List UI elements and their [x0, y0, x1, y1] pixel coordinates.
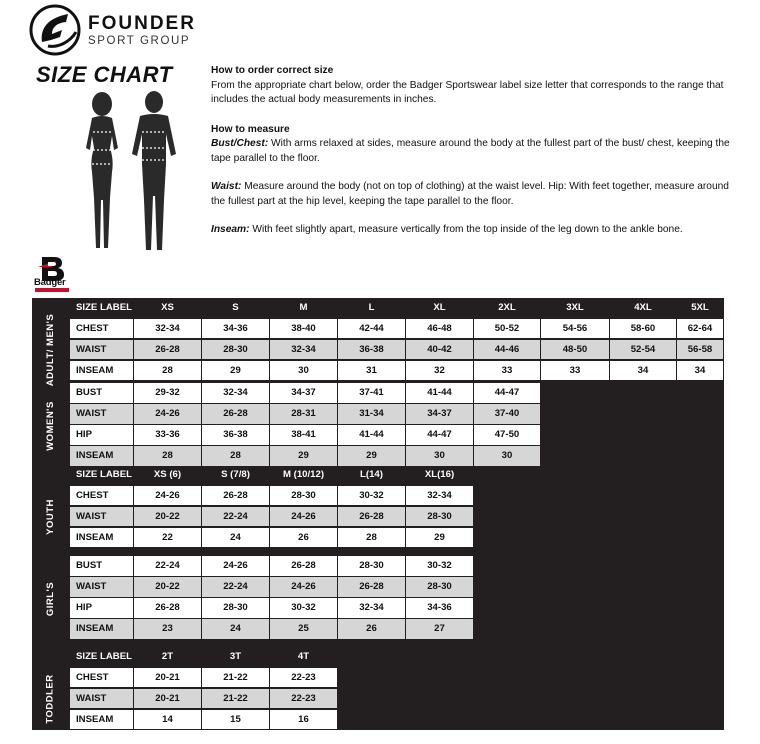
- table-cell: 26-28: [134, 598, 201, 618]
- table-cell: 28-31: [270, 404, 337, 424]
- header-size: 2XL: [498, 302, 516, 314]
- table-cell: 58-60: [610, 319, 676, 339]
- table-cell: 26-28: [202, 404, 269, 424]
- table-cell: 32-34: [202, 383, 269, 403]
- table-cell: 32-34: [134, 319, 201, 339]
- section-label-text: GIRL'S: [44, 581, 56, 617]
- table-cell: 32-34: [338, 598, 405, 618]
- size-chart-table: [32, 298, 724, 730]
- row-label: CHEST: [70, 668, 133, 688]
- section-label-text: WOMEN'S: [45, 401, 56, 451]
- row-label: INSEAM: [70, 446, 133, 466]
- section-label-youth: [33, 485, 69, 550]
- row-label: WAIST: [70, 404, 133, 424]
- bust-instruction: [211, 137, 741, 166]
- table-cell: 14: [134, 710, 201, 730]
- section-label-text: TODDLER: [45, 674, 56, 724]
- waist-instruction: [211, 180, 741, 209]
- body-figures-icon: [74, 88, 184, 260]
- instructions: [211, 64, 741, 238]
- table-cell: 32-34: [406, 486, 473, 506]
- table-cell: 40-42: [406, 340, 473, 360]
- row-label: HIP: [70, 598, 133, 618]
- table-cell: 50-52: [474, 319, 540, 339]
- page-title: SIZE CHART: [36, 62, 173, 87]
- table-cell: 28-30: [270, 486, 337, 506]
- table-cell: 28-30: [338, 556, 405, 576]
- table-cell: 24-26: [270, 577, 337, 597]
- table-cell: 28: [202, 446, 269, 466]
- table-cell: 30: [406, 446, 473, 466]
- table-cell: 29: [202, 361, 269, 381]
- row-label: WAIST: [70, 689, 133, 709]
- bust-text: With arms relaxed at sides, measure around the body at the fullest part of the bust/ chest, keeping the tape parallel to the floor.: [211, 138, 730, 164]
- table-cell: 26: [270, 528, 337, 548]
- table-cell: 37-40: [474, 404, 540, 424]
- table-cell: 41-44: [338, 425, 405, 445]
- table-cell: 20-22: [134, 577, 201, 597]
- table-cell: 38-41: [270, 425, 337, 445]
- table-cell: 34: [677, 361, 723, 381]
- table-cell: 30-32: [270, 598, 337, 618]
- table-cell: 24-26: [270, 507, 337, 527]
- table-cell: 20-21: [134, 668, 201, 688]
- section-label-text: YOUTH: [45, 498, 56, 535]
- founder-logo: [28, 4, 228, 56]
- table-cell: 26-28: [338, 507, 405, 527]
- header-size: XS (6): [153, 469, 182, 481]
- table-cell: 22-24: [202, 507, 269, 527]
- table-cell: 33-36: [134, 425, 201, 445]
- table-cell: 34-37: [270, 383, 337, 403]
- table-cell: 33: [541, 361, 609, 381]
- table-cell: 21-22: [202, 689, 269, 709]
- table-cell: 31: [338, 361, 405, 381]
- table-cell: 48-50: [541, 340, 609, 360]
- table-cell: 22-24: [134, 556, 201, 576]
- table-cell: 44-47: [406, 425, 473, 445]
- table-cell: 28-30: [406, 507, 473, 527]
- table-cell: 34-36: [406, 598, 473, 618]
- header-size: 2T: [161, 651, 174, 663]
- founder-logo-icon: [28, 4, 84, 56]
- table-cell: 42-44: [338, 319, 405, 339]
- table-cell: 47-50: [474, 425, 540, 445]
- row-label: WAIST: [70, 507, 133, 527]
- table-cell: 24: [202, 528, 269, 548]
- header-size: S (7/8): [221, 469, 250, 481]
- table-cell: 33: [474, 361, 540, 381]
- table-cell: 22-24: [202, 577, 269, 597]
- header-size: XL(16): [424, 469, 455, 481]
- table-cell: 38-40: [270, 319, 337, 339]
- table-cell: 20-22: [134, 507, 201, 527]
- header-size: 3XL: [566, 302, 584, 314]
- section-label-adult-mens: [33, 313, 69, 386]
- header-size-label: SIZE LABEL: [76, 302, 132, 314]
- table-cell: 28-30: [202, 598, 269, 618]
- header-size: M: [299, 302, 308, 314]
- row-label: INSEAM: [70, 710, 133, 730]
- row-label: INSEAM: [70, 528, 133, 548]
- table-cell: 26-28: [338, 577, 405, 597]
- table-cell: 28: [134, 446, 201, 466]
- badger-brand-name: Badger: [34, 277, 66, 288]
- table-cell: 20-21: [134, 689, 201, 709]
- table-cell: 46-48: [406, 319, 473, 339]
- table-cell: 21-22: [202, 668, 269, 688]
- table-cell: 15: [202, 710, 269, 730]
- table-cell: 62-64: [677, 319, 723, 339]
- table-cell: 34: [610, 361, 676, 381]
- table-cell: 24-26: [202, 556, 269, 576]
- table-cell: 24-26: [134, 404, 201, 424]
- header-size: M (10/12): [282, 469, 325, 481]
- header-size-label: SIZE LABEL: [76, 469, 132, 481]
- row-label: CHEST: [70, 319, 133, 339]
- waist-text: Measure around the body (not on top of clothing) at the waist level. Hip: With feet together, measure around the fullest part at the hip level, keeping the tape parallel to the floor.: [211, 181, 729, 207]
- table-cell: 27: [406, 619, 473, 639]
- table-cell: 37-41: [338, 383, 405, 403]
- table-cell: 31-34: [338, 404, 405, 424]
- order-heading: How to order correct size: [211, 65, 334, 76]
- table-cell: 26-28: [270, 556, 337, 576]
- brand-name: FOUNDER: [88, 13, 196, 34]
- header-size: L(14): [360, 469, 383, 481]
- table-cell: 44-47: [474, 383, 540, 403]
- header-size: XL: [433, 302, 446, 314]
- table-cell: 30: [270, 361, 337, 381]
- table-cell: 44-46: [474, 340, 540, 360]
- inseam-instruction: [211, 223, 741, 238]
- table-cell: 25: [270, 619, 337, 639]
- header-size: L: [368, 302, 375, 314]
- table-cell: 28: [134, 361, 201, 381]
- table-cell: 54-56: [541, 319, 609, 339]
- table-cell: 29: [270, 446, 337, 466]
- table-cell: 29-32: [134, 383, 201, 403]
- table-cell: 30-32: [406, 556, 473, 576]
- table-cell: 16: [270, 710, 337, 730]
- table-cell: 41-44: [406, 383, 473, 403]
- row-label: INSEAM: [70, 619, 133, 639]
- bust-label: Bust/Chest:: [211, 138, 269, 149]
- table-cell: 36-38: [202, 425, 269, 445]
- header-size: XS: [161, 302, 174, 314]
- section-label-text: ADULT/ MEN'S: [45, 313, 56, 386]
- table-cell: 26-28: [134, 340, 201, 360]
- section-label-girls: [33, 556, 69, 642]
- row-label: CHEST: [70, 486, 133, 506]
- table-cell: 36-38: [338, 340, 405, 360]
- table-cell: 34-36: [202, 319, 269, 339]
- table-cell: 22-23: [270, 668, 337, 688]
- header-size: 5XL: [691, 302, 709, 314]
- row-label: WAIST: [70, 577, 133, 597]
- header-size: 4XL: [634, 302, 652, 314]
- header-size: 4T: [297, 651, 310, 663]
- row-label: BUST: [70, 556, 133, 576]
- table-cell: 30-32: [338, 486, 405, 506]
- table-cell: 32: [406, 361, 473, 381]
- waist-label: Waist:: [211, 181, 242, 192]
- inseam-text: With feet slightly apart, measure vertically from the top inside of the leg down to the ankle bone.: [249, 224, 683, 235]
- table-cell: 34-37: [406, 404, 473, 424]
- table-cell: 24-26: [134, 486, 201, 506]
- badger-stripe: [35, 288, 69, 292]
- table-cell: 29: [406, 528, 473, 548]
- table-cell: 30: [474, 446, 540, 466]
- table-cell: 56-58: [677, 340, 723, 360]
- brand-subtitle: SPORT GROUP: [88, 35, 191, 47]
- table-cell: 26: [338, 619, 405, 639]
- row-label: HIP: [70, 425, 133, 445]
- table-cell: 26-28: [202, 486, 269, 506]
- header-size: S: [232, 302, 239, 314]
- table-cell: 23: [134, 619, 201, 639]
- row-label: WAIST: [70, 340, 133, 360]
- table-cell: 52-54: [610, 340, 676, 360]
- table-cell: 28: [338, 528, 405, 548]
- section-label-womens: [33, 383, 69, 469]
- table-cell: 22: [134, 528, 201, 548]
- section-label-toddler: [33, 667, 69, 732]
- table-cell: 32-34: [270, 340, 337, 360]
- header-size-label: SIZE LABEL: [76, 651, 132, 663]
- header-size: 3T: [229, 651, 242, 663]
- table-cell: 28-30: [202, 340, 269, 360]
- table-cell: 24: [202, 619, 269, 639]
- order-text: From the appropriate chart below, order the Badger Sportswear label size letter that corresponds to the range that includes the actual body measurements in inches.: [211, 79, 724, 105]
- row-label: INSEAM: [70, 361, 133, 381]
- inseam-label: Inseam:: [211, 224, 250, 235]
- row-label: BUST: [70, 383, 133, 403]
- table-cell: 29: [338, 446, 405, 466]
- measure-heading: How to measure: [211, 123, 290, 135]
- table-cell: 22-23: [270, 689, 337, 709]
- table-cell: 28-30: [406, 577, 473, 597]
